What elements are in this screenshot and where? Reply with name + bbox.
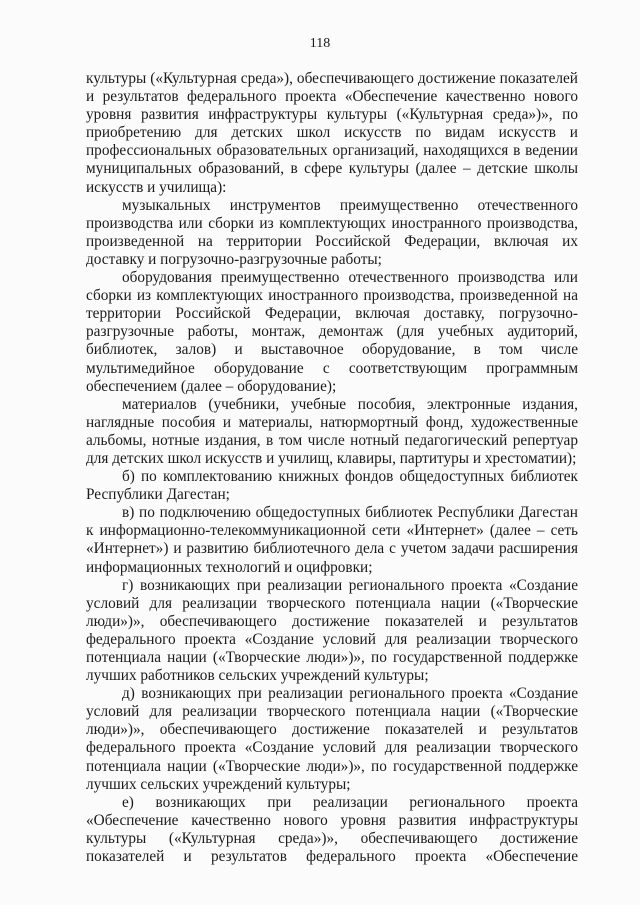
paragraph-equipment: оборудования преимущественно отечественного производства или сборки из комплектующих иностранного производства, произведенной на территории Российской Федерации, включая доставку, погрузочно-разгрузочные работы, монтаж, демонтаж (для учебных аудиторий, библиотек, залов) и выставочное оборудование, в том числе мультимедийное оборудование с соответствующим программным обеспечением (далее – оборудование); (86, 269, 578, 395)
paragraph-materials: материалов (учебники, учебные пособия, электронные издания, наглядные пособия и материалы, натюрмортный фонд, художественные альбомы, нотные издания, в том числе нотный педагогический репертуар для детских школ искусств и училищ, клавиры, партитуры и хрестоматии); (86, 395, 578, 467)
page-number: 118 (309, 36, 331, 51)
paragraph-item-e: е) возникающих при реализации регионального проекта «Обеспечение качественно нового уровня развития инфраструктуры культуры («Культурная среда»)», обеспечивающего достижение показателей и результатов федерального проекта «Обеспечение (86, 793, 578, 866)
paragraph-item-b: б) по комплектованию книжных фондов общедоступных библиотек Республики Дагестан; (86, 468, 578, 504)
document-body (86, 70, 578, 866)
paragraph-item-d: д) возникающих при реализации регионального проекта «Создание условий для реализации творческого потенциала нации («Творческие люди»)», обеспечивающего достижение показателей и результатов федерального проекта «Создание условий для реализации творческого потенциала нации («Творческие люди»)», по государственной поддержке лучших сельских учреждений культуры; (86, 685, 578, 793)
paragraph-item-g: г) возникающих при реализации регионального проекта «Создание условий для реализации творческого потенциала нации («Творческие люди»)», обеспечивающего достижение показателей и результатов федерального проекта «Создание условий для реализации творческого потенциала нации («Творческие люди»)», по государственной поддержке лучших работников сельских учреждений культуры; (86, 576, 578, 685)
paragraph-musical-instruments: музыкальных инструментов преимущественно отечественного производства или сборки из комплектующих иностранного производства, произведенной на территории Российской Федерации, включая их доставку и погрузочно-разгрузочные работы; (86, 196, 578, 268)
paragraph-item-v: в) по подключению общедоступных библиотек Республики Дагестан к информационно-телекоммуникационной сети «Интернет» (далее – сеть «Интернет») и развитию библиотечного дела с учетом задачи расширения информационных технологий и оцифровки; (86, 504, 578, 576)
paragraph-continuation: культуры («Культурная среда»), обеспечивающего достижение показателей и результатов федерального проекта «Обеспечение качественно нового уровня развития инфраструктуры культуры («Культурная среда»)», по приобретению для детских школ искусств по видам искусств и профессиональных образовательных организаций, находящихся в ведении муниципальных образований, в сфере культуры (далее – детские школы искусств и училища): (86, 70, 578, 196)
